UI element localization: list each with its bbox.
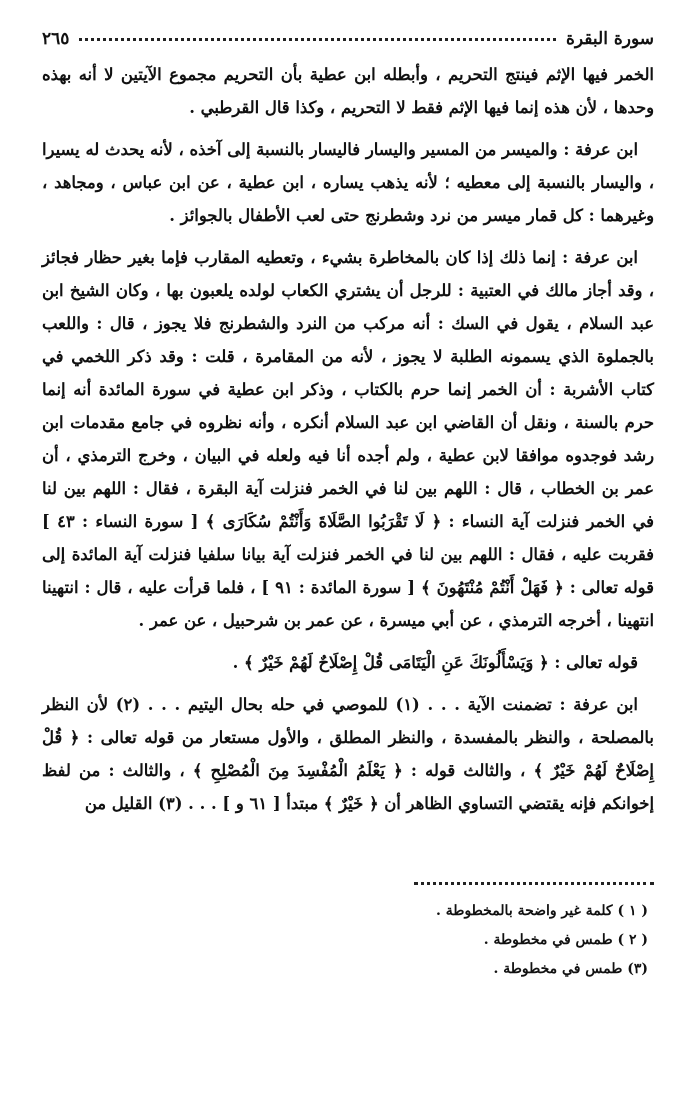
footnote-3: (٣) طمس في مخطوطة . [493,961,648,977]
page-number: ٢٦٥ [42,29,70,49]
paragraph-1: الخمر فيها الإثم فينتج التحريم ، وأبطله ابن عطية بأن التحريم مجموع الآيتين لا أنه بهذه وحدها ، لأن هذه إنما فيها الإثم فقط لا التحريم ، وكذا قال القرطبي . [42,65,654,117]
footnotes [42,897,654,984]
page-body [42,58,654,820]
book-page [42,24,654,1074]
paragraph-3: ابن عرفة : إنما ذلك إذا كان بالمخاطرة بشيء ، وتعطيه المقارب فإما بغير حظار فجائز ، وقد أجاز مالك في العتبية : للرجل أن يشتري الكعاب لولده يلعبون بها ، وكان الشيخ ابن عبد السلام ، يقول في السك : أنه مركب من النرد والشطرنج فلا يجوز ، قال : واللعب بالجملوة الذي يسمونه الطلبة لا يجوز ، لأنه من المقامرة ، قلت : وقد ذكر اللخمي في كتاب الأشربة : أن الخمر إنما حرم بالكتاب ، وذكر ابن عطية في سورة المائدة أنه إنما حرم بالسنة ، ونقل أن القاضي ابن عبد السلام أنكره ، وأنه نظروه في جامع مقدمات ابن رشد فوجدوه موافقا لابن عطية ، ولم أجده أنا فيه ولعله في البيان ، وخرج الترمذي ، أن عمر بن الخطاب ، قال : اللهم بين لنا في الخمر فنزلت آية البقرة ، فقال : اللهم بين لنا في الخمر فنزلت آية النساء : ﴿ لَا تَقْرَبُوا الصَّلَاةَ وَأَنْتُمْ سُكَارَى ﴾ [ سورة النساء : ٤٣ ] فقربت عليه ، فقال : اللهم بين لنا في الخمر فنزلت آية بيانا سلفيا فنزلت آية المائدة إلى قوله تعالى : ﴿ فَهَلْ أَنْتُمْ مُنْتَهُونَ ﴾ [ سورة المائدة : ٩١ ] ، فلما قرأت عليه ، قال : انتهينا انتهينا ، أخرجه الترمذي ، عن أبي ميسرة ، عن عمر بن شرحبيل ، عن عمر . [42,248,654,630]
page-header [42,24,654,54]
header-dotted-rule [79,38,556,41]
footnote-2: ( ٢ ) طمس في مخطوطة . [483,932,648,948]
paragraph-2: ابن عرفة : والميسر من المسير واليسار فاليسار بالنسبة إلى آخذه ، لأنه يحدث له يسيرا ، واليسار بالنسبة إلى معطيه ؛ لأنه يذهب يساره ، ابن عطية ، عن ابن عباس ، ومجاهد ، وغيرهما : كل قمار ميسر من نرد وشطرنج حتى لعب الأطفال بالجوائز . [42,140,654,225]
surah-title: سورة البقرة [566,29,654,49]
paragraph-5: ابن عرفة : تضمنت الآية . . . (١) للموصي في حله بحال اليتيم . . . (٢) لأن النظر بالمصلحة ، والنظر بالمفسدة ، والنظر المطلق ، والأول مستعار من قوله تعالى : ﴿ قُلْ إِصْلَاحٌ لَهُمْ خَيْرٌ ﴾ ، والثالث قوله : ﴿ يَعْلَمُ الْمُفْسِدَ مِنَ الْمُصْلِحِ ﴾ ، والثالث : من لفظ إخوانكم فإنه يقتضي التساوي الظاهر أن ﴿ خَيْرٌ ﴾ مبتدأ [ ٦١ و ] . . . (٣) القليل من [42,695,654,813]
footnote-1: ( ١ ) كلمة غير واضحة بالمخطوطة . [436,903,648,919]
footnote-separator [414,882,654,885]
paragraph-4-verse: قوله تعالى : ﴿ وَيَسْأَلُونَكَ عَنِ الْيَتَامَى قُلْ إِصْلَاحٌ لَهُمْ خَيْرٌ ﴾ . [232,653,638,672]
